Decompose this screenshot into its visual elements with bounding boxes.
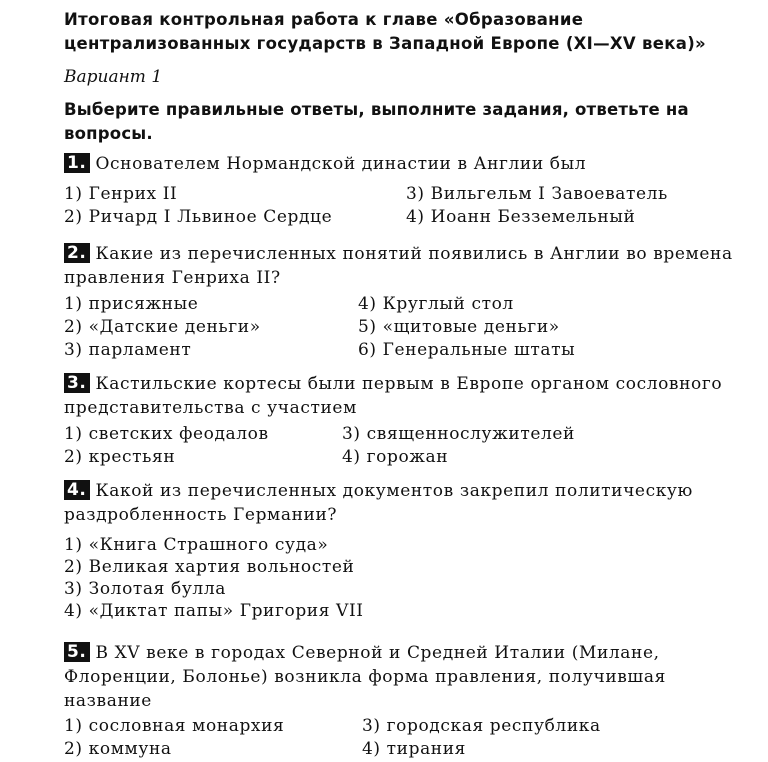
question-number: 3. (64, 373, 90, 393)
question-2-option-5: 5) «щитовые деньги» (358, 317, 560, 337)
question-3-option-1: 1) светских феодалов (64, 424, 269, 444)
question-2-option-4: 4) Круглый стол (358, 294, 514, 314)
question-5-option-1: 1) сословная монархия (64, 716, 285, 736)
question-1 (64, 152, 754, 176)
question-3 (64, 372, 754, 420)
question-text: Какой из перечисленных документов закрепил политическую раздробленность Германии? (64, 481, 693, 525)
question-1-option-4: 4) Иоанн Безземельный (406, 207, 636, 227)
question-5-option-2: 2) коммуна (64, 739, 172, 759)
question-5 (64, 641, 754, 713)
question-number: 4. (64, 480, 90, 500)
question-3-option-4: 4) горожан (342, 447, 449, 467)
question-2 (64, 242, 754, 290)
question-number: 2. (64, 243, 90, 263)
worksheet-title: Итоговая контрольная работа к главе «Образование централизованных государств в Западной Европе (XI—XV века)» (64, 10, 707, 53)
question-text: Какие из перечисленных понятий появились в Англии во времена правления Генриха II? (64, 244, 733, 288)
question-4-option-4: 4) «Диктат папы» Григория VII (64, 601, 364, 621)
question-2-option-3: 3) парламент (64, 340, 192, 360)
instructions: Выберите правильные ответы, выполните задания, ответьте на вопросы. (64, 100, 689, 143)
question-3-option-2: 2) крестьян (64, 447, 176, 467)
question-number: 1. (64, 153, 90, 173)
question-4 (64, 479, 754, 527)
question-5-option-4: 4) тирания (362, 739, 466, 759)
question-number: 5. (64, 642, 90, 662)
variant-label: Вариант 1 (64, 67, 163, 87)
question-text: Кастильские кортесы были первым в Европе органом сословного представительства с участием (64, 374, 723, 418)
question-5-option-3: 3) городская республика (362, 716, 601, 736)
question-2-option-2: 2) «Датские деньги» (64, 317, 261, 337)
question-text: В XV веке в городах Северной и Средней Италии (Милане, Флоренции, Болонье) возникла форма правления, получившая название (64, 643, 666, 711)
question-4-option-1: 1) «Книга Страшного суда» (64, 535, 329, 555)
question-2-option-1: 1) присяжные (64, 294, 199, 314)
question-1-option-3: 3) Вильгельм I Завоеватель (406, 184, 668, 204)
question-3-option-3: 3) священнослужителей (342, 424, 575, 444)
question-4-option-2: 2) Великая хартия вольностей (64, 557, 355, 577)
question-1-option-1: 1) Генрих II (64, 184, 178, 204)
question-1-option-2: 2) Ричард I Львиное Сердце (64, 207, 333, 227)
question-4-option-3: 3) Золотая булла (64, 579, 226, 599)
question-text: Основателем Нормандской династии в Англии был (95, 154, 587, 174)
question-2-option-6: 6) Генеральные штаты (358, 340, 576, 360)
